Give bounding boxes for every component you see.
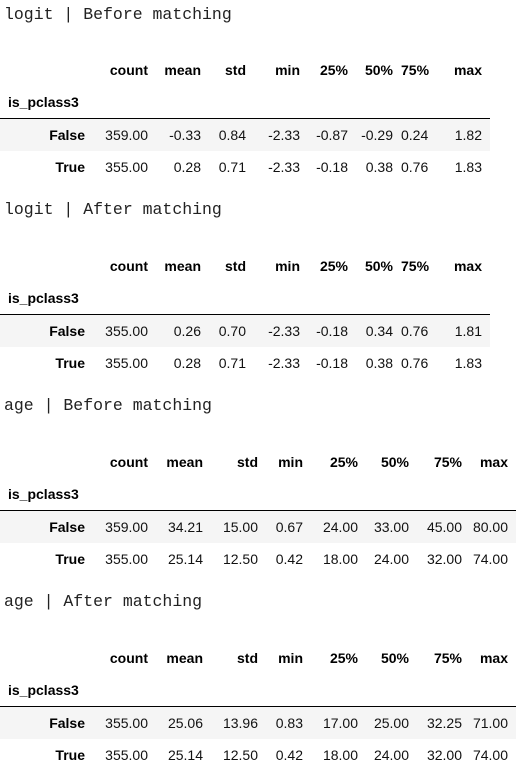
col-header: min	[275, 258, 300, 274]
cell: 34.21	[167, 519, 203, 535]
col-header: count	[109, 454, 148, 470]
table-row	[0, 151, 490, 183]
cell: 0.70	[218, 323, 246, 339]
cell: -0.18	[316, 159, 348, 175]
table-row	[0, 739, 516, 771]
col-header: 25%	[329, 650, 358, 666]
col-header: min	[278, 650, 303, 666]
cell: 24.00	[322, 519, 358, 535]
cell: 0.42	[275, 747, 303, 763]
col-header: min	[278, 454, 303, 470]
col-header: 50%	[380, 454, 409, 470]
col-header: max	[453, 62, 482, 78]
col-header: std	[225, 258, 246, 274]
cell: 0.71	[218, 355, 246, 371]
cell: 0.67	[275, 519, 303, 535]
section-title: logit | Before matching	[4, 5, 232, 24]
cell: 45.00	[426, 519, 462, 535]
cell: 32.00	[426, 551, 462, 567]
index-name: is_pclass3	[8, 290, 79, 306]
cell: -2.33	[268, 355, 300, 371]
describe-table	[0, 642, 516, 771]
cell: 24.00	[373, 551, 409, 567]
cell: 32.00	[426, 747, 462, 763]
cell: 359.00	[105, 127, 148, 143]
table-row	[0, 347, 490, 379]
cell: 0.83	[275, 715, 303, 731]
col-header: count	[109, 258, 148, 274]
col-header: 25%	[329, 454, 358, 470]
col-header: 75%	[401, 258, 430, 274]
col-header: std	[237, 454, 258, 470]
cell: 25.06	[167, 715, 203, 731]
cell: 0.42	[275, 551, 303, 567]
cell: -0.18	[316, 355, 348, 371]
cell: -0.29	[361, 127, 393, 143]
cell: 25.14	[167, 747, 203, 763]
row-label: True	[55, 159, 85, 175]
row-label: True	[55, 551, 85, 567]
cell: 355.00	[105, 551, 148, 567]
row-label: True	[55, 355, 85, 371]
cell: -0.33	[169, 127, 201, 143]
describe-table	[0, 446, 516, 575]
col-header: max	[453, 258, 482, 274]
section-title: logit | After matching	[4, 200, 222, 219]
cell: 0.28	[173, 159, 201, 175]
section-title: age | Before matching	[4, 396, 212, 415]
col-header: count	[109, 62, 148, 78]
cell: 33.00	[373, 519, 409, 535]
col-header: 75%	[401, 62, 430, 78]
cell: 0.24	[401, 127, 429, 143]
cell: 25.00	[373, 715, 409, 731]
cell: 355.00	[105, 355, 148, 371]
cell: 71.00	[472, 715, 508, 731]
cell: 0.76	[401, 159, 429, 175]
col-header: 50%	[364, 258, 393, 274]
cell: 355.00	[105, 323, 148, 339]
col-header: mean	[164, 62, 201, 78]
row-label: False	[49, 127, 85, 143]
table-row	[0, 707, 516, 740]
row-label: False	[49, 323, 85, 339]
cell: 1.81	[454, 323, 482, 339]
cell: 74.00	[472, 747, 508, 763]
cell: 355.00	[105, 159, 148, 175]
cell: 24.00	[373, 747, 409, 763]
table-row	[0, 511, 516, 544]
col-header: 50%	[364, 62, 393, 78]
cell: 0.34	[365, 323, 393, 339]
cell: 355.00	[105, 715, 148, 731]
col-header: max	[479, 454, 508, 470]
col-header: min	[275, 62, 300, 78]
cell: 12.50	[222, 747, 258, 763]
section-title: age | After matching	[4, 592, 203, 611]
cell: 32.25	[426, 715, 462, 731]
cell: 1.82	[454, 127, 482, 143]
cell: -2.33	[268, 127, 300, 143]
cell: 74.00	[472, 551, 508, 567]
cell: 15.00	[222, 519, 258, 535]
cell: 0.38	[365, 355, 393, 371]
col-header: 25%	[319, 258, 348, 274]
cell: 0.26	[173, 323, 201, 339]
col-header: std	[237, 650, 258, 666]
cell: 0.71	[218, 159, 246, 175]
cell: 18.00	[322, 747, 358, 763]
row-label: True	[55, 747, 85, 763]
cell: 355.00	[105, 747, 148, 763]
index-name: is_pclass3	[8, 682, 79, 698]
cell: 18.00	[322, 551, 358, 567]
cell: 80.00	[472, 519, 508, 535]
cell: -0.87	[316, 127, 348, 143]
cell: -2.33	[268, 159, 300, 175]
col-header: 75%	[433, 650, 462, 666]
cell: 25.14	[167, 551, 203, 567]
cell: 12.50	[222, 551, 258, 567]
table-row	[0, 315, 490, 348]
col-header: std	[225, 62, 246, 78]
table-row	[0, 543, 516, 575]
cell: 0.38	[365, 159, 393, 175]
col-header: max	[479, 650, 508, 666]
cell: 13.96	[222, 715, 258, 731]
col-header: mean	[166, 650, 203, 666]
cell: 0.28	[173, 355, 201, 371]
cell: -2.33	[268, 323, 300, 339]
cell: 1.83	[454, 159, 482, 175]
cell: 0.76	[401, 355, 429, 371]
describe-table	[0, 54, 490, 183]
col-header: mean	[166, 454, 203, 470]
index-name: is_pclass3	[8, 486, 79, 502]
col-header: 25%	[319, 62, 348, 78]
col-header: 50%	[380, 650, 409, 666]
index-name: is_pclass3	[8, 94, 79, 110]
cell: 1.83	[454, 355, 482, 371]
col-header: mean	[164, 258, 201, 274]
col-header: count	[109, 650, 148, 666]
row-label: False	[49, 519, 85, 535]
cell: -0.18	[316, 323, 348, 339]
cell: 359.00	[105, 519, 148, 535]
cell: 0.76	[401, 323, 429, 339]
row-label: False	[49, 715, 85, 731]
cell: 17.00	[322, 715, 358, 731]
table-row	[0, 119, 490, 152]
cell: 0.84	[218, 127, 246, 143]
describe-table	[0, 250, 490, 379]
col-header: 75%	[433, 454, 462, 470]
